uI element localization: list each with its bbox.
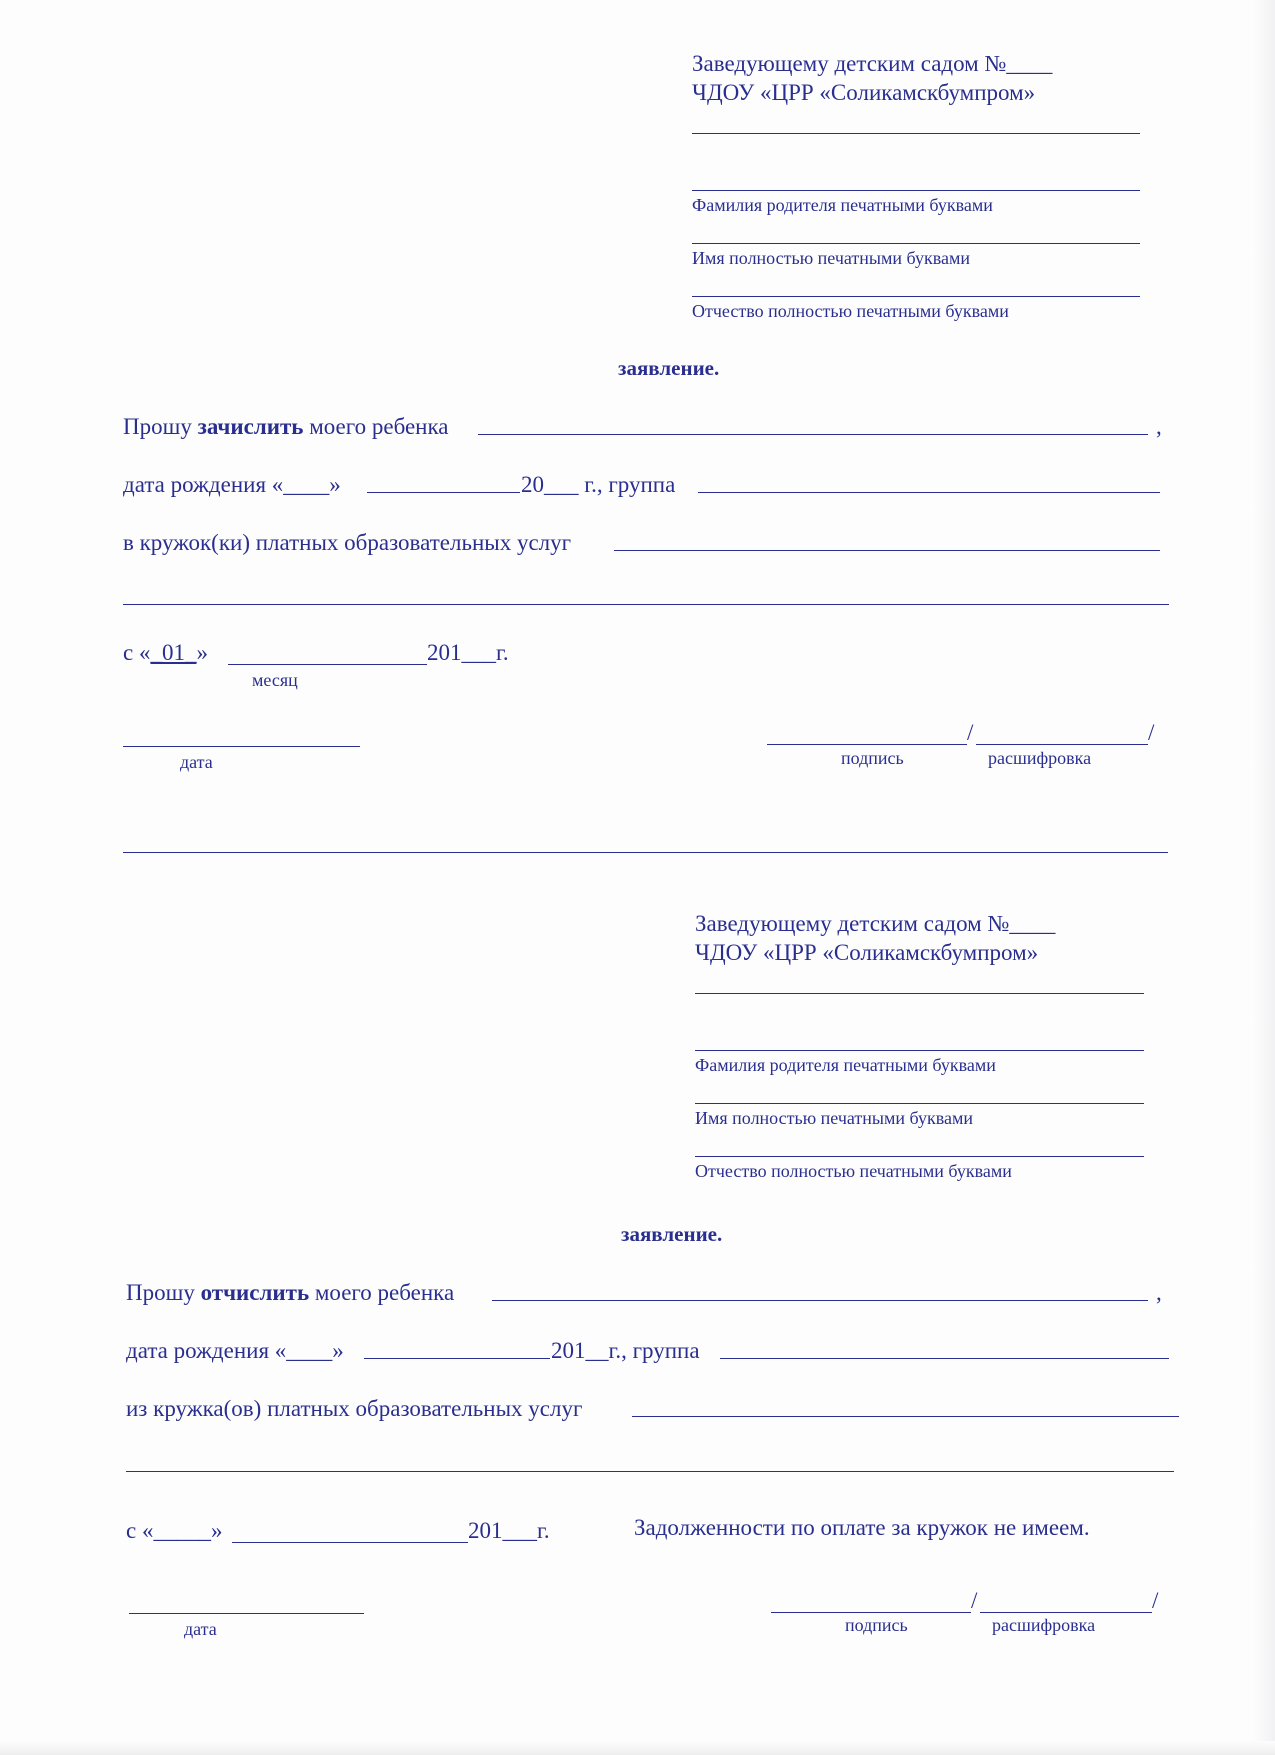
decoding-field[interactable] <box>980 1612 1152 1613</box>
signature-field[interactable] <box>771 1612 971 1613</box>
circle-field[interactable] <box>632 1416 1179 1417</box>
addressee-blank-line[interactable] <box>692 133 1140 134</box>
birth-year-group-label: 20___ г., группа <box>521 472 676 497</box>
circle-field-continued[interactable] <box>123 604 1169 605</box>
request-prefix: Прошу <box>126 1280 201 1305</box>
signature-separator: / <box>971 1588 978 1613</box>
start-day-value: _01_ <box>150 640 197 665</box>
date-field[interactable] <box>123 746 360 747</box>
decoding-caption: расшифровка <box>988 748 1092 768</box>
birth-date-label: дата рождения «____» <box>126 1338 344 1363</box>
request-verb: отчислить <box>200 1280 310 1305</box>
start-year-label: 201___г. <box>468 1518 550 1543</box>
start-date-close: » <box>196 640 208 665</box>
request-prefix: Прошу <box>123 414 198 439</box>
surname-caption: Фамилия родителя печатными буквами <box>692 195 993 215</box>
cut-line <box>123 852 1168 853</box>
signature-field[interactable] <box>767 744 967 745</box>
request-suffix: моего ребенка <box>309 1280 455 1305</box>
request-text <box>126 1280 454 1306</box>
name-field[interactable] <box>695 1103 1144 1104</box>
addressee-line: Заведующему детским садом №____ <box>692 51 1053 76</box>
patronymic-caption: Отчество полностью печатными буквами <box>695 1161 1012 1181</box>
request-suffix: моего ребенка <box>303 414 449 439</box>
start-month-field[interactable] <box>232 1542 468 1543</box>
circle-label: из кружка(ов) платных образовательных услуг <box>126 1396 583 1421</box>
patronymic-field[interactable] <box>692 296 1140 297</box>
name-field[interactable] <box>692 243 1140 244</box>
birth-year-group-label: 201__г., группа <box>551 1338 700 1363</box>
child-name-field[interactable] <box>478 434 1148 435</box>
signature-caption: подпись <box>845 1615 908 1635</box>
circle-field[interactable] <box>614 550 1160 551</box>
decoding-end-separator: / <box>1152 1588 1159 1613</box>
document-title: заявление. <box>621 1222 723 1246</box>
start-date-label: с «_____» <box>126 1518 223 1543</box>
date-caption: дата <box>184 1619 217 1639</box>
name-caption: Имя полностью печатными буквами <box>695 1108 973 1128</box>
start-date-prefix: с « <box>123 640 151 665</box>
child-name-field[interactable] <box>492 1300 1148 1301</box>
request-text <box>123 414 449 440</box>
addressee-blank-line[interactable] <box>695 993 1144 994</box>
surname-field[interactable] <box>695 1050 1144 1051</box>
start-date <box>123 640 208 666</box>
scan-shadow-right <box>1253 0 1275 1755</box>
comma: , <box>1156 1280 1162 1305</box>
date-field[interactable] <box>129 1613 364 1614</box>
circle-field-continued[interactable] <box>126 1471 1174 1472</box>
birth-month-field[interactable] <box>367 492 520 493</box>
start-month-field[interactable] <box>228 664 427 665</box>
birth-month-field[interactable] <box>364 1358 550 1359</box>
request-verb: зачислить <box>197 414 304 439</box>
comma: , <box>1156 414 1162 439</box>
patronymic-caption: Отчество полностью печатными буквами <box>692 301 1009 321</box>
addressee-line: Заведующему детским садом №____ <box>695 911 1056 936</box>
name-caption: Имя полностью печатными буквами <box>692 248 970 268</box>
birth-date-label: дата рождения «____» <box>123 472 341 497</box>
surname-caption: Фамилия родителя печатными буквами <box>695 1055 996 1075</box>
circle-label: в кружок(ки) платных образовательных услуг <box>123 530 572 555</box>
patronymic-field[interactable] <box>695 1156 1144 1157</box>
organization-line: ЧДОУ «ЦРР «Соликамскбумпром» <box>695 940 1039 965</box>
group-field[interactable] <box>698 492 1160 493</box>
organization-line: ЧДОУ «ЦРР «Соликамскбумпром» <box>692 80 1036 105</box>
month-caption: месяц <box>252 670 298 690</box>
start-year-label: 201___г. <box>427 640 509 665</box>
decoding-end-separator: / <box>1148 720 1155 745</box>
no-debt-note: Задолженности по оплате за кружок не имеем. <box>634 1515 1090 1540</box>
decoding-caption: расшифровка <box>992 1615 1096 1635</box>
group-field[interactable] <box>720 1358 1169 1359</box>
signature-caption: подпись <box>841 748 904 768</box>
date-caption: дата <box>180 752 213 772</box>
scan-shadow-bottom <box>0 1741 1275 1755</box>
document-title: заявление. <box>618 356 720 380</box>
signature-separator: / <box>967 720 974 745</box>
decoding-field[interactable] <box>976 744 1148 745</box>
surname-field[interactable] <box>692 190 1140 191</box>
